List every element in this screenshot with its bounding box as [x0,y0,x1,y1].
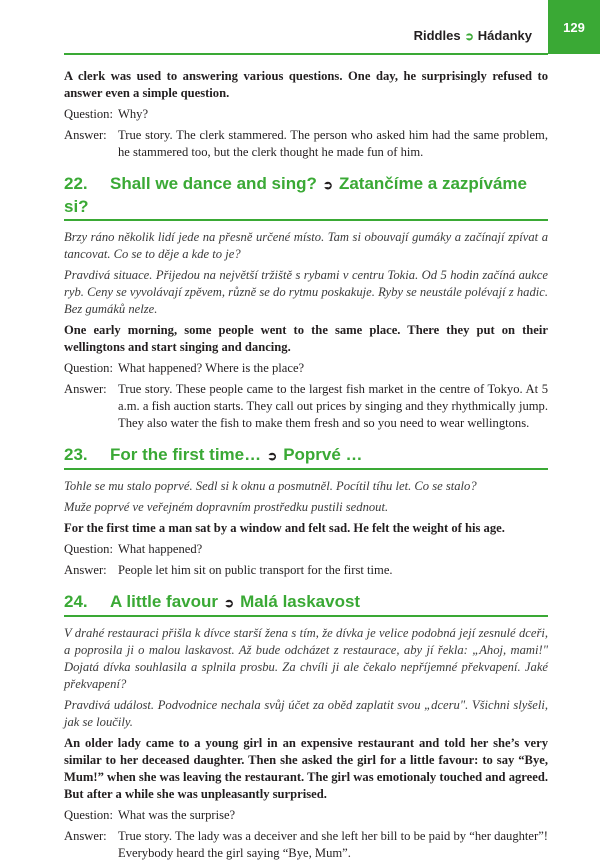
question-label: Question: [64,808,113,822]
czech-riddle: Brzy ráno několik lidí jede na přesně určené místo. Tam si obouvají gumáky a začínají zpívat a tancovat. Co se to děje a kde to je? [64,230,548,261]
question-row [64,807,548,824]
header-rule [64,53,548,55]
riddle-text: For the first time a man sat by a window and felt sad. He felt the weight of his age. [64,521,505,535]
running-header [414,28,532,43]
arrow-icon: ➲ [267,449,278,463]
question-label: Question: [64,361,113,375]
section-title-cz: Malá laskavost [240,592,361,611]
answer-row [64,127,548,161]
question-row [64,106,548,123]
czech-answer: Pravdivá událost. Podvodnice nechala svůj účet za oběd zaplatit svou „dceru". Všichni slyšeli, jak se loučily. [64,698,548,729]
page-content [64,68,548,866]
riddle-text: A clerk was used to answering various questions. One day, he surprisingly refused to answer even a simple question. [64,69,548,100]
section-title-cz: Zatančíme a zazpíváme si? [64,174,527,216]
header-title-en: Riddles [413,28,461,43]
header-title-cz: Hádanky [477,28,532,43]
answer-text: True story. The lady was a deceiver and she left her bill to be paid by “her daughter”! Everybody heard the girl saying “Bye, Mum”. [118,829,548,860]
page-number: 129 [563,20,585,35]
czech-riddle: Tohle se mu stalo poprvé. Sedl si k oknu a posmutněl. Pocítil tíhu let. Co se stalo? [64,479,477,493]
riddle-section [64,173,548,432]
question-text: What happened? Where is the place? [118,361,305,375]
arrow-icon: ➲ [224,596,235,610]
riddle-section [64,591,548,862]
riddle-text: An older lady came to a young girl in an expensive restaurant and told her she’s very similar to her deceased daughter. Then she asked the girl for a little favour: to say “Bye, Mum!” when she was leaving the restaurant. The girl was emotionaly touched and agreed. But after a while she was unpleasantly surprised. [64,736,548,801]
riddle-section [64,444,548,579]
answer-row [64,562,548,579]
riddle-text: One early morning, some people went to the same place. There they put on their wellingtons and start singing and dancing. [64,323,548,354]
question-text: Why? [118,107,149,121]
answer-text: People let him sit on public transport for the first time. [118,563,393,577]
answer-label: Answer: [64,382,107,396]
answer-row [64,381,548,432]
section-number: 22. [64,174,88,193]
answer-label: Answer: [64,563,107,577]
section-title-en: A little favour [110,592,218,611]
question-label: Question: [64,542,113,556]
question-label: Question: [64,107,113,121]
answer-row [64,828,548,862]
question-text: What was the surprise? [118,808,236,822]
czech-answer: Pravdivá situace. Přijedou na největší tržiště s rybami v centru Tokia. Od 5 hodin začíná aukce ryb. Ceny se vyvolávají zpěvem, různě se do rytmu poskakuje. Ryby se neustále polévají z hadic. Bez gumáků nelze. [64,268,548,316]
section-heading [64,444,548,470]
answer-text: True story. The clerk stammered. The person who asked him had the same problem, he stammered too, but the clerk thought he made fun of him. [118,128,548,159]
section-title-en: For the first time… [110,445,262,464]
section-number: 23. [64,445,88,464]
question-row [64,541,548,558]
question-row [64,360,548,377]
arrow-icon: ➲ [322,178,333,192]
czech-riddle: V drahé restauraci přišla k dívce starší žena s tím, že dívka je velice podobná její zesnulé dceři, a poprosila ji o malou laskavost. Až bude odcházet z restaurace, aby jí řekla: „Ahoj, mami!" Dojatá dívka souhlasila a splnila prosbu. Za chvíli ji ale čekalo nepříjemné překvapení. Jaké překvapení? [64,626,548,691]
section-title-cz: Poprvé … [283,445,363,464]
section-heading [64,591,548,617]
answer-text: True story. These people came to the largest fish market in the centre of Tokyo. At 5 a.m. a fish auction starts. They call out prices by singing and they rhythmically jump. They also water the fish to make them fresh and so you need to wear wellingtons. [118,382,548,430]
section-number: 24. [64,592,88,611]
section-heading [64,173,548,221]
czech-answer: Muže poprvé ve veřejném dopravním prostředku pustili sednout. [64,500,389,514]
answer-label: Answer: [64,128,107,142]
question-text: What happened? [118,542,203,556]
arrow-icon: ➲ [464,31,474,43]
answer-label: Answer: [64,829,107,843]
section-title-en: Shall we dance and sing? [110,174,317,193]
